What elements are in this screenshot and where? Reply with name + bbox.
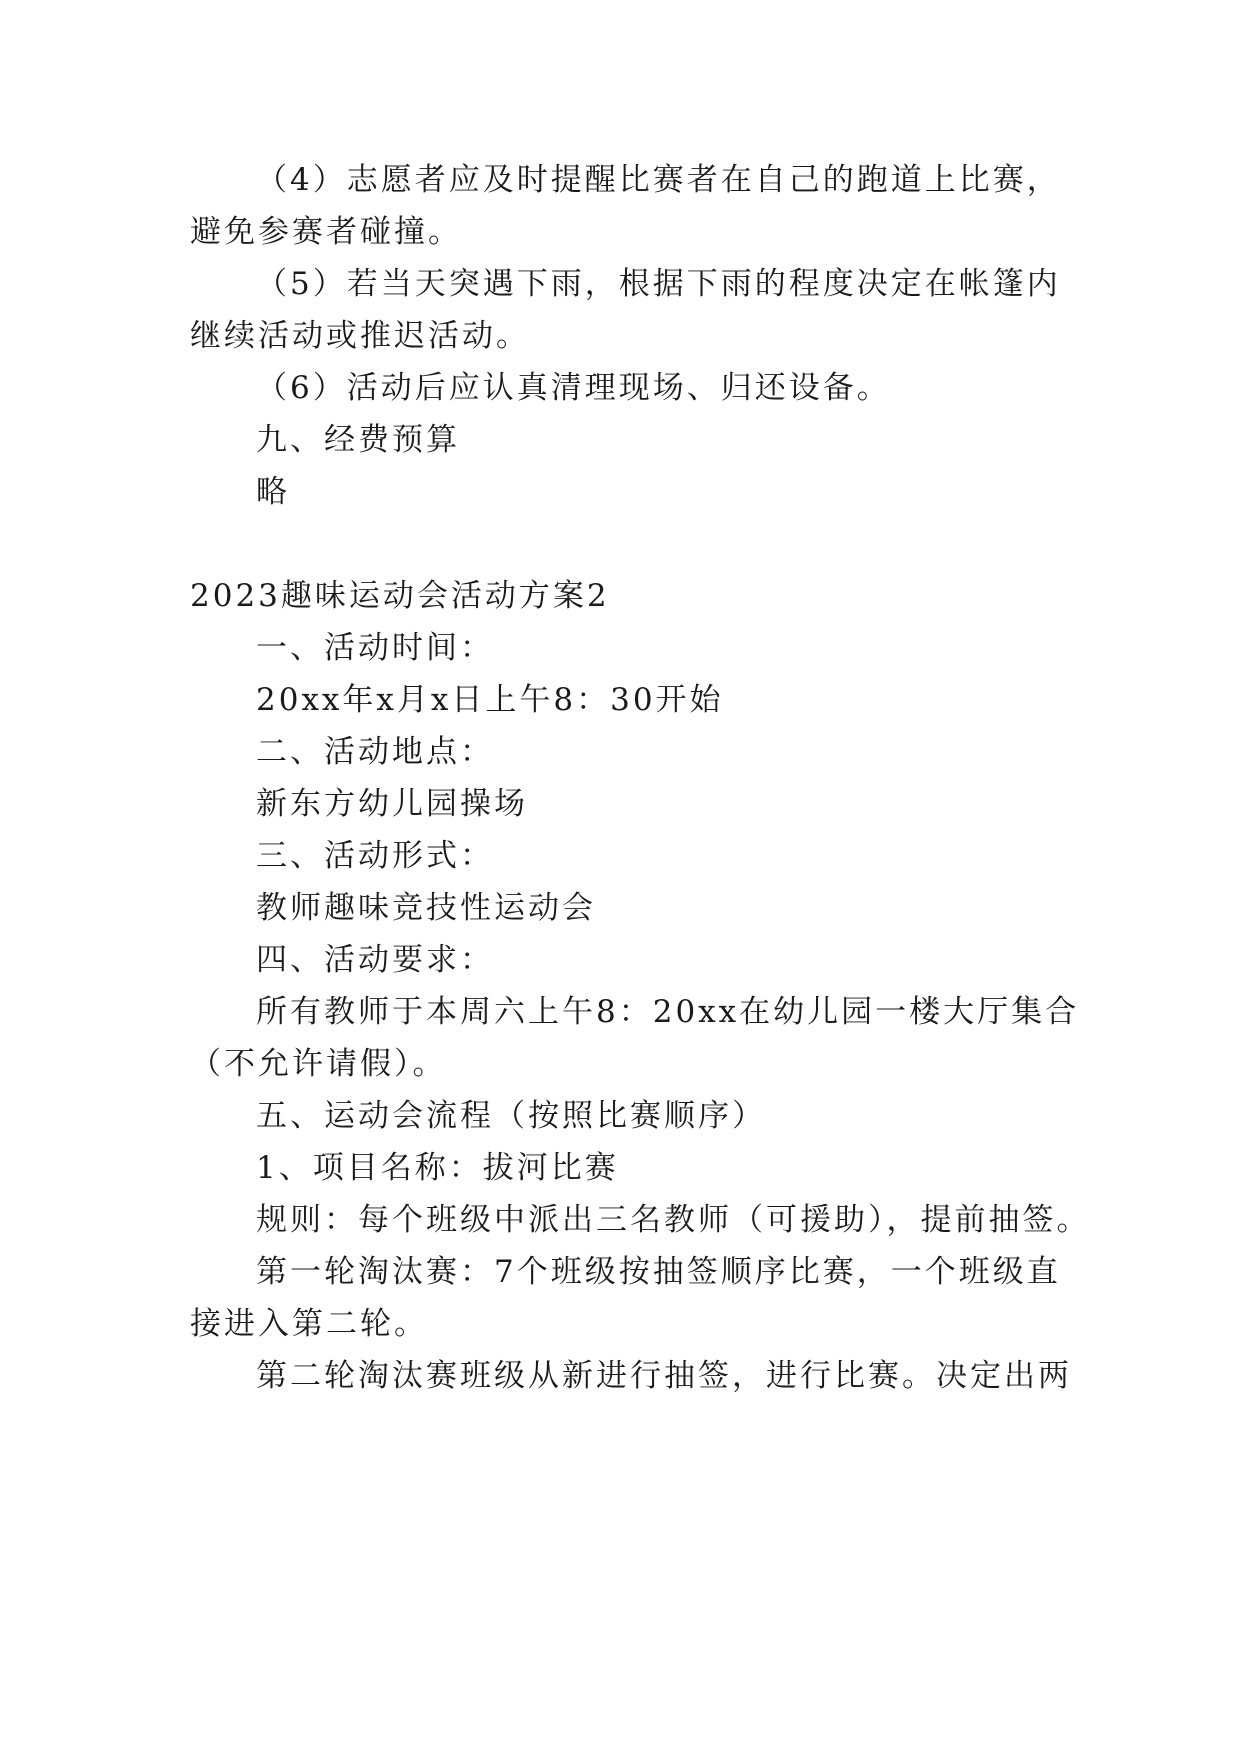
paragraph-line: （不允许请假）。 xyxy=(190,1046,447,1082)
paragraph-line: 接进入第二轮。 xyxy=(190,1306,428,1342)
paragraph-line: 略 xyxy=(256,474,290,510)
paragraph-line: （5）若当天突遇下雨，根据下雨的程度决定在帐篷内 xyxy=(256,266,1061,302)
paragraph-line: 教师趣味竞技性运动会 xyxy=(256,890,596,926)
paragraph-line: （4）志愿者应及时提醒比赛者在自己的跑道上比赛， xyxy=(256,162,1061,198)
paragraph-line: 规则：每个班级中派出三名教师（可援助），提前抽签。 xyxy=(256,1202,1091,1238)
paragraph-line: 避免参赛者碰撞。 xyxy=(190,214,462,250)
paragraph-line: （6）活动后应认真清理现场、归还设备。 xyxy=(256,370,891,406)
paragraph-line: 1、项目名称：拔河比赛 xyxy=(256,1150,619,1186)
paragraph-line: 第二轮淘汰赛班级从新进行抽签，进行比赛。决定出两 xyxy=(256,1358,1072,1394)
section-heading: 九、经费预算 xyxy=(256,422,460,458)
paragraph-line: 新东方幼儿园操场 xyxy=(256,786,528,822)
section-heading: 二、活动地点： xyxy=(256,734,494,770)
paragraph-line: 20xx年x月x日上午8：30开始 xyxy=(256,682,724,718)
section-heading: 四、活动要求： xyxy=(256,942,494,978)
section-heading: 一、活动时间： xyxy=(256,630,494,666)
paragraph-line: 所有教师于本周六上午8：20xx在幼儿园一楼大厅集合 xyxy=(256,994,1080,1030)
section-heading: 五、运动会流程（按照比赛顺序） xyxy=(256,1098,766,1134)
paragraph-line: 第一轮淘汰赛：7个班级按抽签顺序比赛，一个班级直 xyxy=(256,1254,1061,1290)
document-title: 2023趣味运动会活动方案2 xyxy=(190,578,610,614)
section-heading: 三、活动形式： xyxy=(256,838,494,874)
paragraph-line: 继续活动或推迟活动。 xyxy=(190,318,530,354)
